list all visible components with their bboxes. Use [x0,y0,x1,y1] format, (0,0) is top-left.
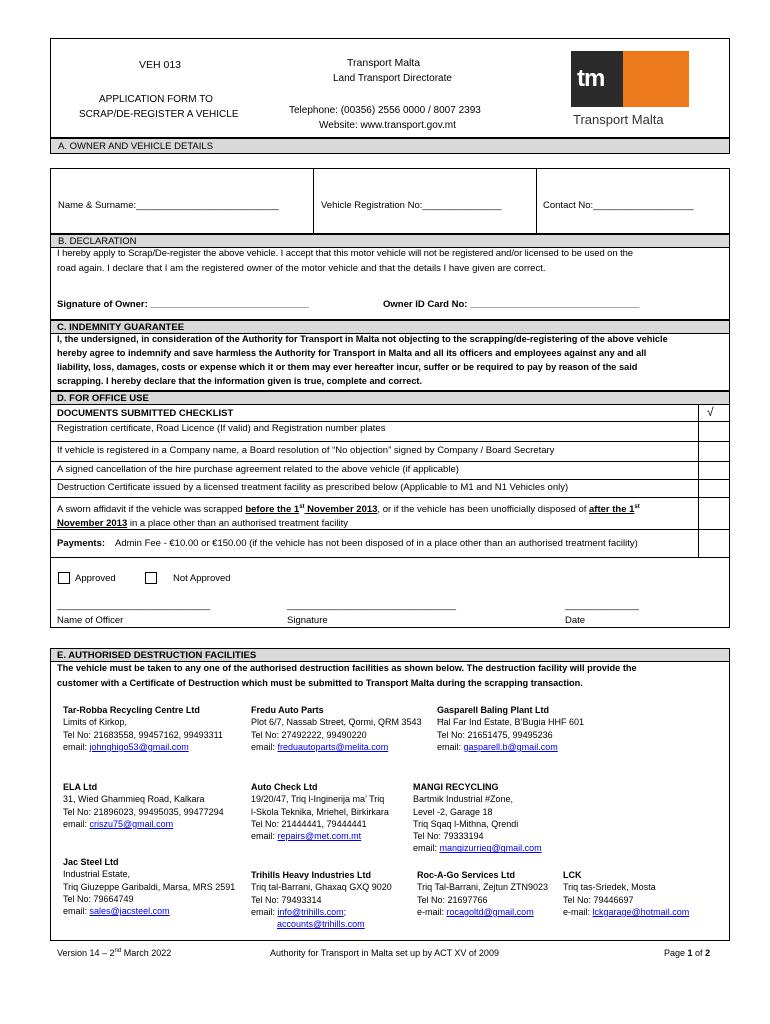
facility-email-link[interactable]: repairs@met.com.mt [277,831,362,842]
checklist-item: Registration certificate, Road Licence (If valid) and Registration number plates [57,423,386,434]
not-approved-label: Not Approved [173,573,231,584]
checklist-row [51,462,729,480]
facility-email-link[interactable]: sales@jacsteel.com [89,906,170,917]
org-department: Land Transport Directorate [333,73,452,84]
section-b-heading: B. DECLARATION [50,234,730,248]
checklist-tick-cell[interactable] [699,480,729,497]
checklist-row [51,442,729,462]
footer-version: Version 14 – 2nd March 2022 [57,948,172,958]
checklist-tick-cell[interactable] [699,442,729,461]
indemnity-text-4: scrapping. I hereby declare that the information given is true, complete and correct. [57,376,423,386]
facility-entry: ELA Ltd 31, Wied Ghammieq Road, Kalkara Tel No: 21896023, 99495035, 99477294 email: criszu75@gmail.com [63,782,224,829]
facility-entry: Tar-Robba Recycling Centre Ltd Limits of Kirkop, Tel No: 21683558, 99457162, 99493311 email: johnghigo53@gmail.com [63,705,223,752]
facilities-box [50,661,730,941]
footer-page-number: Page 1 of 2 [664,948,711,958]
owner-details-box [50,168,730,234]
org-website: Website: www.transport.gov.mt [319,120,456,131]
declaration-text-1: I hereby apply to Scrap/De-register the above vehicle. I accept that this motor vehicle will not be registered and/or licensed to be used on the [57,248,633,259]
checklist-item: A signed cancellation of the hire purchase agreement related to the above vehicle (if applicable) [57,464,459,475]
declaration-box [50,247,730,320]
checklist-tick-cell[interactable] [699,422,729,441]
section-a-heading: A. OWNER AND VEHICLE DETAILS [50,138,730,154]
logo-mark: tm [577,65,605,92]
facilities-intro-2: customer with a Certificate of Destruction which must be submitted to Transport Malta during the scrapping transaction. [57,678,583,688]
logo-orange-block [623,51,689,107]
office-use-box [50,404,730,628]
declaration-text-2: road again. I declare that I am the registered owner of the motor vehicle and that the details I have given are correct. [57,263,546,274]
payments-row [51,530,729,558]
facility-email-link[interactable]: johnghigo53@gmail.com [89,741,189,752]
officer-signature-label: Signature [287,615,328,626]
vehicle-registration-field[interactable]: Vehicle Registration No:_______________ [321,200,502,211]
name-surname-field[interactable]: Name & Surname:___________________________ [58,200,279,211]
facility-email-link[interactable]: lckgarage@hotmail.com [592,906,690,917]
owner-id-field[interactable]: Owner ID Card No: ________________________________ [383,299,640,310]
contact-number-field[interactable]: Contact No:___________________ [543,200,694,211]
indemnity-text-1: I, the undersigned, in consideration of the Authority for Transport in Malta not objecting to the scrapping/de-registering of the above vehicle [57,334,668,344]
facility-entry: Roc-A-Go Services Ltd Triq Tal-Barrani, Zejtun ZTN9023 Tel No: 21697766 e-mail: rocagoltd@gmail.com [417,870,549,917]
facility-entry: Trihills Heavy Industries Ltd Triq tal-Barrani, Ghaxaq GXQ 9020 Tel No: 79493314 email: info@trihills.com; accounts@trihills.com [251,870,392,930]
facility-entry: Auto Check Ltd 19/20/47, Triq l-Inginerija ma’ Triq l-Skola Teknika, Mriehel, Birkirkara Tel No: 21444441, 79444441 email: repairs@met.com.mt [251,782,389,842]
form-code: VEH 013 [139,59,182,71]
checklist-tick-cell[interactable] [699,530,729,557]
section-e-heading: E. AUTHORISED DESTRUCTION FACILITIES [50,648,730,662]
checklist-item: Destruction Certificate issued by a licensed treatment facility as prescribed below (Applicable to M1 and N1 Vehicles only) [57,482,569,493]
payments-label: Payments: [57,538,106,549]
indemnity-text-3: liability, loss, damages, costs or expense which it or them may ever hereafter incur, suffer or be required to pay by reason of the said [57,362,638,372]
facility-email-link[interactable]: rocagoltd@gmail.com [446,906,534,917]
date-label: Date [565,615,586,626]
indemnity-box [50,333,730,391]
officer-signature-line[interactable]: ________________________________ [287,600,457,611]
owner-signature-field[interactable]: Signature of Owner: ______________________________ [57,299,309,310]
payments-text: Admin Fee - €10.00 or €150.00 (if the vehicle has not been disposed of in a place other than an authorised treatment facility) [115,538,638,549]
facility-email-link[interactable]: info@trihills.com [277,906,344,917]
checklist-item: If vehicle is registered in a Company name, a Board resolution of “No objection” signed by Company / Board Secretary [57,445,555,456]
transport-malta-logo [571,51,689,137]
checklist-table [51,404,729,558]
checklist-header-row [51,404,729,422]
facility-email-link[interactable]: accounts@trihills.com [277,919,365,930]
tick-mark: √ [707,405,714,419]
checklist-row [51,422,729,442]
checklist-heading: DOCUMENTS SUBMITTED CHECKLIST [57,408,234,419]
facility-entry: LCK Triq tas-Sriedek, Mosta Tel No: 79446697 e-mail: lckgarage@hotmail.com [563,870,690,917]
divider [536,169,537,233]
facility-entry: MANGI RECYCLING Bartmik Industrial #Zone, Level -2, Garage 18 Triq Sqaq l-Mithna, Qrendi Tel No: 79333194 email: mangizurrieq@gmail.com [413,782,542,854]
facility-email-link[interactable]: freduautoparts@melita.com [277,741,389,752]
checklist-row [51,480,729,498]
checklist-tick-cell[interactable] [699,498,729,529]
checklist-tick-cell[interactable] [699,462,729,479]
facility-entry: Fredu Auto Parts Plot 6/7, Nassab Street, Qormi, QRM 3543 Tel No: 27492222, 99490220 email: freduautoparts@melita.com [251,705,422,752]
officer-label: Name of Officer [57,615,124,626]
form-header [50,38,730,138]
approved-checkbox[interactable] [58,572,70,584]
not-approved-checkbox[interactable] [145,572,157,584]
footer-act: Authority for Transport in Malta set up by ACT XV of 2009 [270,948,499,958]
form-title-line-1: APPLICATION FORM TO [99,94,213,105]
date-line[interactable]: ______________ [565,600,639,611]
facility-email-link[interactable]: mangizurrieq@gmail.com [439,843,542,854]
facility-email-link[interactable]: criszu75@gmail.com [89,818,174,829]
logo-text: Transport Malta [573,112,664,127]
divider [313,169,314,233]
org-name: Transport Malta [347,57,421,69]
org-telephone: Telephone: (00356) 2556 0000 / 8007 2393 [289,105,481,116]
facility-email-link[interactable]: gasparell.b@gmail.com [463,741,558,752]
form-title-line-2: SCRAP/DE-REGISTER A VEHICLE [79,109,239,120]
section-c-heading: C. INDEMNITY GUARANTEE [50,320,730,334]
indemnity-text-2: hereby agree to indemnify and save harmless the Authority for Transport in Malta and all its officers and employees against any and all [57,348,647,358]
approved-label: Approved [75,573,116,584]
checklist-row [51,498,729,530]
officer-line[interactable]: _____________________________ [57,600,211,611]
facilities-intro-1: The vehicle must be taken to any one of the authorised destruction facilities as shown below. The destruction facility will provide the [57,663,637,673]
facility-entry: Gasparell Baling Plant Ltd Ħal Far Ind Estate, B’Bugia HHF 601 Tel No: 21651475, 99495236 email: gasparell.b@gmail.com [437,705,585,752]
section-d-heading: D. FOR OFFICE USE [50,391,730,405]
facility-entry: Jac Steel Ltd Industrial Estate, Triq Giuzeppe Garibaldi, Marsa, MRS 2591 Tel No: 79664749 email: sales@jacsteel.com [63,857,236,917]
affidavit-item: A sworn affidavit if the vehicle was scrapped before the 1st November 2013, or if the vehicle has been unofficially disposed of after the 1st November 2013 in a place other than an authorised treatment facility [57,504,640,530]
